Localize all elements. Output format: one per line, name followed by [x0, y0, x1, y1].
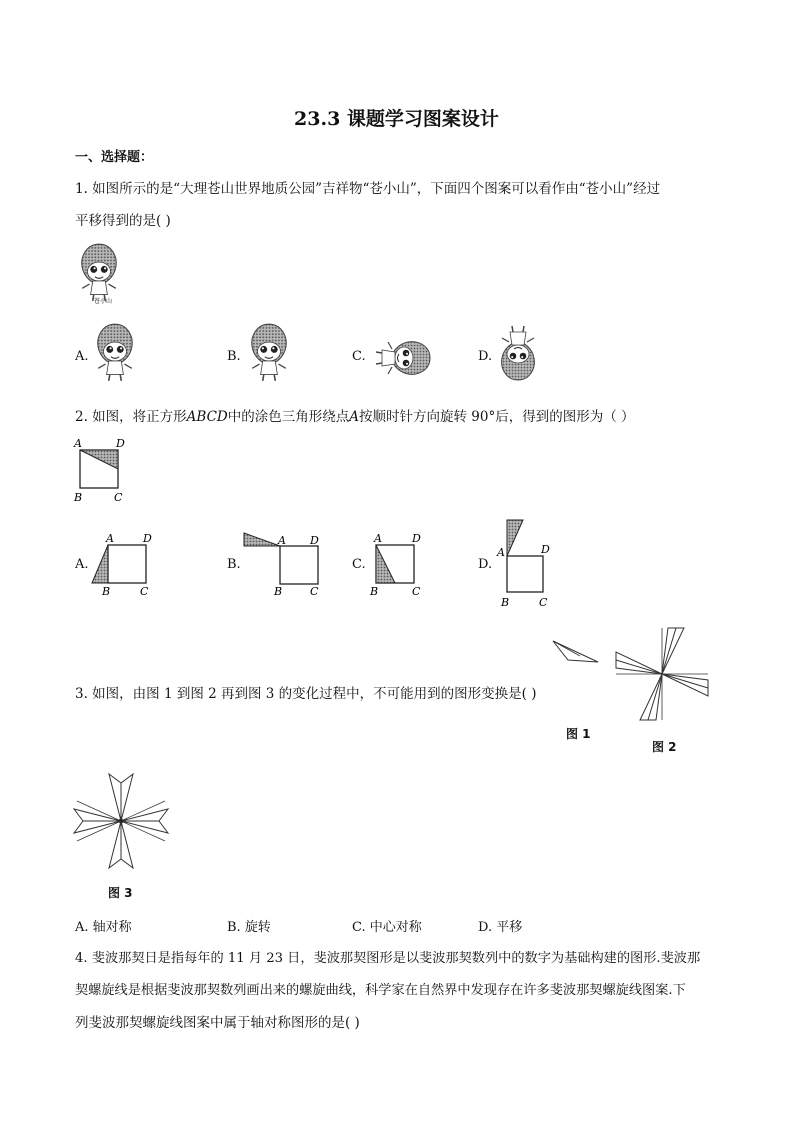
q2-option-b-label[interactable]: B. [227, 557, 241, 572]
q1-option-c-image[interactable] [368, 334, 434, 378]
svg-text:A: A [106, 532, 114, 545]
q4-line1: 4. 斐波那契日是指每年的 11 月 23 日，斐波那契图形是以斐波那契数列中的数字为基础构建的图形.斐波那 [75, 951, 701, 966]
section-heading: 一、选择题： [75, 150, 154, 165]
svg-text:B: B [102, 585, 111, 598]
q1-option-a-label[interactable]: A. [75, 349, 89, 364]
q2-square-name: ABCD [186, 409, 228, 425]
q4-line3: 列斐波那契螺旋线图案中属于轴对称图形的是( ) [75, 1015, 360, 1031]
svg-text:D: D [412, 532, 421, 545]
svg-text:D: D [116, 437, 125, 450]
q1-option-b-label[interactable]: B. [227, 349, 241, 364]
svg-text:C: C [310, 585, 319, 598]
q3-option-a[interactable]: A. 轴对称 [75, 920, 132, 935]
q3-figure-2 [612, 626, 712, 721]
q3-text: 3. 如图，由图 1 到图 2 再到图 3 的变化过程中，不可能用到的图形变换是( ) [75, 686, 537, 702]
svg-text:D: D [541, 543, 550, 556]
q2-text-mid: 中的涂色三角形绕点 [227, 409, 350, 425]
q2-option-d-label[interactable]: D. [478, 557, 493, 572]
q1-option-d-label[interactable]: D. [478, 349, 493, 364]
q3-option-c[interactable]: C. 中心对称 [352, 920, 422, 935]
q2-option-c-label[interactable]: C. [352, 557, 366, 572]
q2-point-name: A [349, 409, 359, 425]
q1-line2: 平移得到的是( ) [75, 213, 171, 229]
q1-option-c-label[interactable]: C. [352, 349, 366, 364]
q1-option-a-image[interactable] [90, 320, 140, 386]
q3-figure-3-label: 图 3 [108, 886, 133, 900]
q2-option-a-label[interactable]: A. [75, 557, 89, 572]
page-title: 23.3 课题学习图案设计 [294, 108, 499, 130]
q2-text-post: 按顺时针方向旋转 90°后，得到的图形为（ ） [359, 409, 635, 425]
svg-text:C: C [140, 585, 149, 598]
svg-text:B: B [501, 596, 510, 609]
q2-text [75, 405, 635, 425]
q1-line1: 1. 如图所示的是“大理苍山世界地质公园”吉祥物“苍小山”，下面四个图案可以看作由“苍小山”经过 [75, 181, 661, 197]
q2-reference-figure [70, 435, 130, 505]
svg-text:A: A [278, 534, 286, 547]
q1-option-d-image[interactable] [494, 322, 544, 388]
svg-text:D: D [310, 534, 319, 547]
q2-option-b-figure[interactable] [240, 528, 330, 600]
q2-option-c-figure[interactable] [368, 530, 430, 600]
q3-figure-1-label: 图 1 [566, 727, 591, 741]
mascot-reference-image [72, 240, 126, 306]
svg-text:C: C [412, 585, 421, 598]
q3-figure-3 [72, 772, 170, 870]
svg-text:C: C [539, 596, 548, 609]
svg-text:B: B [370, 585, 379, 598]
q4-line2: 契螺旋线是根据斐波那契数列画出来的螺旋曲线，科学家在自然界中发现存在许多斐波那契螺旋线图案.下 [75, 983, 686, 998]
q3-figure-2-label: 图 2 [652, 740, 677, 754]
svg-text:A: A [497, 546, 505, 559]
svg-text:C: C [114, 491, 123, 504]
q3-option-d[interactable]: D. 平移 [478, 920, 523, 935]
q3-figure-1 [550, 638, 605, 668]
q2-text-pre: 2. 如图，将正方形 [75, 409, 187, 425]
q1-option-b-image[interactable] [242, 320, 292, 386]
svg-text:D: D [143, 532, 152, 545]
svg-text:B: B [274, 585, 283, 598]
svg-text:A: A [74, 437, 82, 450]
q3-option-b[interactable]: B. 旋转 [227, 920, 271, 935]
svg-text:A: A [374, 532, 382, 545]
q2-option-a-figure[interactable] [88, 530, 158, 600]
svg-text:B: B [74, 491, 83, 504]
mascot-caption: 苍小山 [94, 298, 113, 305]
q2-option-d-figure[interactable] [493, 516, 559, 610]
